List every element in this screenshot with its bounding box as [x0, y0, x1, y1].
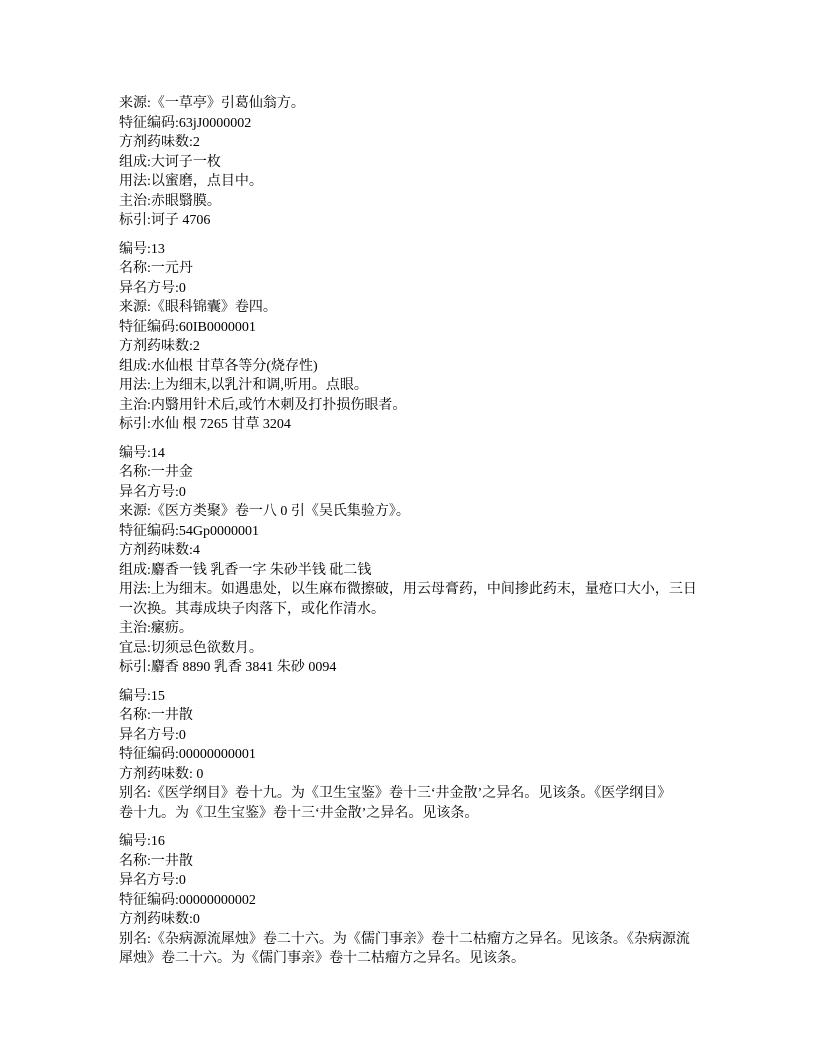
text-line: 编号:13	[119, 241, 165, 257]
formula-record	[119, 444, 711, 678]
text-line: 特征编码:00000000002	[119, 892, 256, 908]
text-line: 名称:一元丹	[119, 261, 193, 276]
text-line: 编号:14	[119, 445, 165, 461]
text-line: 用法:上为细末,以乳汁和调,听用。点眼。	[119, 378, 368, 393]
text-line: 特征编码:54Gp0000001	[119, 523, 259, 539]
text-line: 一次换。其毒成块子肉落下，或化作清水。	[119, 601, 385, 617]
text-line: 主治:内翳用针术后,或竹木刺及打扑损伤眼者。	[119, 397, 407, 413]
text-line: 组成:大诃子一枚	[119, 154, 221, 170]
text-line: 异名方号:0	[119, 873, 186, 888]
text-line: 方剂药味数:0	[119, 912, 200, 927]
text-line: 宜忌:切须忌色欲数月。	[119, 640, 263, 656]
text-line: 卷十九。为《卫生宝鉴》卷十三‘井金散’之异名。见该条。	[119, 805, 479, 821]
text-line: 标引:水仙 根 7265 甘草 3204	[119, 417, 291, 432]
text-line: 标引:诃子 4706	[119, 213, 211, 228]
formula-record	[119, 832, 711, 969]
text-line: 编号:15	[119, 688, 165, 704]
text-line: 方剂药味数:2	[119, 339, 200, 354]
text-line: 别名:《医学纲目》卷十九。为《卫生宝鉴》卷十三‘井金散’之异名。见该条。《医学纲目》	[119, 786, 672, 801]
text-line: 名称:一井金	[119, 465, 193, 480]
formula-record	[119, 687, 711, 824]
text-line: 用法:以蜜磨，点目中。	[119, 174, 263, 189]
text-line: 方剂药味数:4	[119, 543, 200, 558]
text-line: 异名方号:0	[119, 484, 186, 500]
text-line: 特征编码:60IB0000001	[119, 319, 256, 335]
text-line: 特征编码:00000000001	[119, 747, 256, 762]
text-line: 方剂药味数: 0	[119, 766, 204, 782]
text-line: 编号:16	[119, 834, 165, 849]
text-line: 标引:麝香 8890 乳香 3841 朱砂 0094	[119, 660, 337, 675]
text-line: 名称:一井散	[119, 708, 193, 723]
text-line: 异名方号:0	[119, 727, 186, 743]
text-line: 犀烛》卷二十六。为《儒门事亲》卷十二枯瘤方之异名。见该条。	[119, 951, 525, 966]
text-line: 来源:《医方类聚》卷一八 0 引《吴氏集验方》。	[119, 504, 410, 519]
text-line: 用法:上为细末。如遇患处，以生麻布微擦破，用云母膏药，中间掺此药末，量疮口大小，三日	[119, 582, 697, 597]
text-line: 主治:瘰疬。	[119, 621, 193, 636]
page-text	[119, 94, 711, 969]
formula-record	[119, 94, 711, 231]
text-line: 组成:麝香一钱 乳香一字 朱砂半钱 砒二钱	[119, 562, 372, 578]
text-line: 别名:《杂病源流犀烛》卷二十六。为《儒门事亲》卷十二枯瘤方之异名。见该条。《杂病源流	[119, 931, 690, 947]
text-line: 异名方号:0	[119, 280, 186, 296]
text-line: 特征编码:63jJ0000002	[119, 115, 252, 131]
text-line: 来源:《一草亭》引葛仙翁方。	[119, 96, 305, 111]
formula-record	[119, 240, 711, 435]
text-line: 组成:水仙根 甘草各等分(烧存性)	[119, 358, 318, 374]
text-line: 方剂药味数:2	[119, 135, 200, 150]
text-line: 来源:《眼科锦囊》卷四。	[119, 300, 277, 315]
text-line: 主治:赤眼翳膜。	[119, 193, 221, 209]
text-line: 名称:一井散	[119, 853, 193, 869]
